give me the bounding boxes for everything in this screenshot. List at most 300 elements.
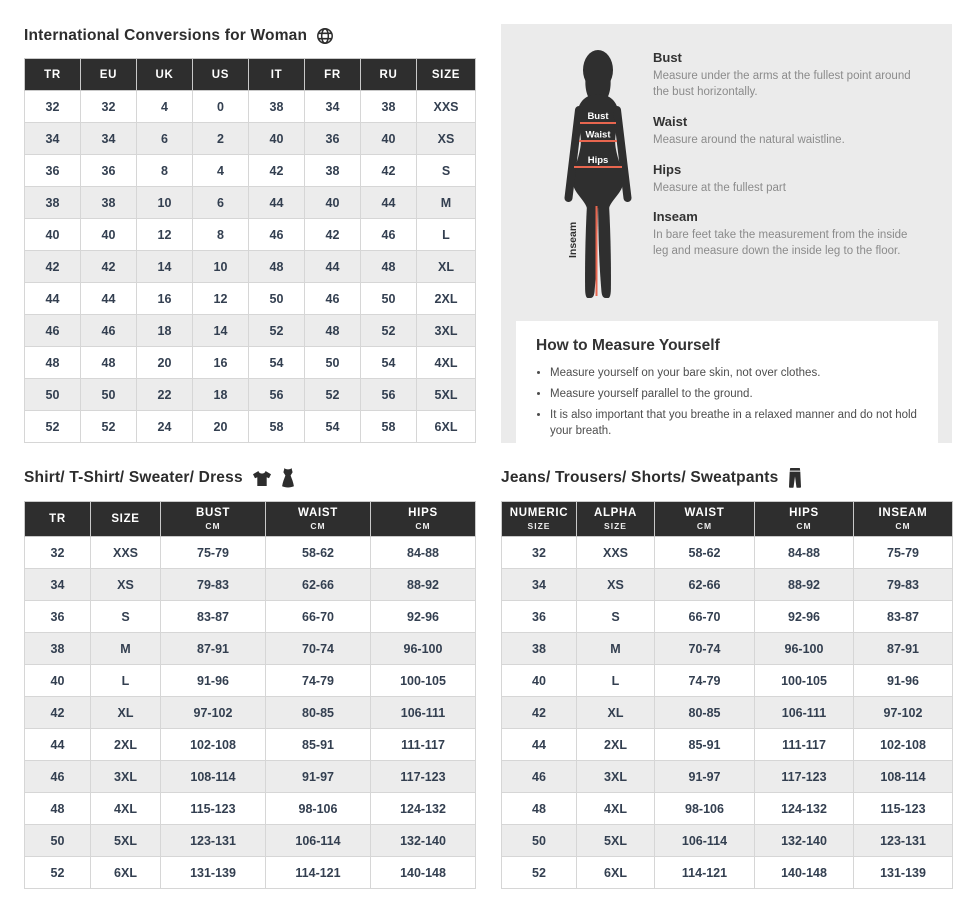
table-row: [502, 793, 953, 825]
table-cell: 54: [361, 347, 417, 379]
table-cell: 117-123: [755, 761, 854, 793]
table-row: [502, 761, 953, 793]
table-cell: 38: [81, 187, 137, 219]
international-conversions-section: [24, 24, 475, 443]
table-cell: 44: [249, 187, 305, 219]
globe-icon: [316, 27, 334, 45]
table-cell: 5XL: [417, 379, 476, 411]
table-cell: XXS: [91, 537, 161, 569]
table-cell: 102-108: [161, 729, 266, 761]
table-cell: 92-96: [371, 601, 476, 633]
jeans-table: [501, 501, 953, 889]
table-cell: 40: [81, 219, 137, 251]
table-row: [25, 187, 476, 219]
table-cell: 124-132: [371, 793, 476, 825]
table-cell: 88-92: [371, 569, 476, 601]
table-cell: 48: [502, 793, 577, 825]
table-cell: 50: [305, 347, 361, 379]
table-cell: L: [577, 665, 655, 697]
table-cell: 100-105: [371, 665, 476, 697]
table-cell: 108-114: [161, 761, 266, 793]
table-cell: 42: [249, 155, 305, 187]
table-cell: 12: [137, 219, 193, 251]
table-cell: 42: [502, 697, 577, 729]
table-cell: 140-148: [371, 857, 476, 889]
column-header: EU: [81, 59, 137, 91]
pants-icon: [788, 468, 802, 488]
table-cell: 124-132: [755, 793, 854, 825]
how-to-measure-box: [516, 321, 938, 457]
table-cell: 38: [361, 91, 417, 123]
table-cell: 42: [25, 697, 91, 729]
shirt-title: [24, 468, 475, 488]
table-cell: 44: [25, 283, 81, 315]
table-cell: 34: [502, 569, 577, 601]
table-cell: 44: [25, 729, 91, 761]
table-cell: 24: [137, 411, 193, 443]
table-cell: 106-111: [371, 697, 476, 729]
table-cell: 36: [25, 155, 81, 187]
column-header: US: [193, 59, 249, 91]
table-cell: 3XL: [91, 761, 161, 793]
table-cell: 46: [502, 761, 577, 793]
table-cell: 2XL: [577, 729, 655, 761]
table-row: [502, 665, 953, 697]
table-cell: 114-121: [266, 857, 371, 889]
table-cell: 32: [81, 91, 137, 123]
figure-label-inseam: Inseam: [567, 221, 579, 258]
table-cell: XL: [91, 697, 161, 729]
table-cell: 97-102: [854, 697, 953, 729]
table-cell: 44: [502, 729, 577, 761]
table-cell: 74-79: [655, 665, 755, 697]
table-cell: S: [417, 155, 476, 187]
jeans-size-section: [501, 465, 952, 889]
table-cell: 2XL: [91, 729, 161, 761]
table-cell: 102-108: [854, 729, 953, 761]
table-cell: 50: [25, 379, 81, 411]
table-cell: M: [91, 633, 161, 665]
bottom-row: [24, 465, 952, 889]
table-cell: 62-66: [266, 569, 371, 601]
table-cell: 3XL: [577, 761, 655, 793]
table-cell: 42: [81, 251, 137, 283]
table-cell: 50: [81, 379, 137, 411]
table-cell: 79-83: [161, 569, 266, 601]
table-cell: 8: [193, 219, 249, 251]
jeans-table-container: [501, 501, 952, 889]
table-cell: XL: [577, 697, 655, 729]
column-header: INSEAM CM: [854, 502, 953, 537]
table-cell: 111-117: [371, 729, 476, 761]
header-row: [25, 502, 476, 537]
column-header: ALPHA SIZE: [577, 502, 655, 537]
figure-label-hips: Hips: [587, 155, 609, 166]
table-cell: 38: [25, 187, 81, 219]
table-row: [25, 633, 476, 665]
table-cell: 16: [137, 283, 193, 315]
table-cell: 96-100: [371, 633, 476, 665]
table-cell: 4: [137, 91, 193, 123]
table-cell: 44: [81, 283, 137, 315]
table-row: [25, 251, 476, 283]
table-cell: 54: [249, 347, 305, 379]
table-row: [25, 219, 476, 251]
table-cell: 50: [361, 283, 417, 315]
table-cell: 44: [305, 251, 361, 283]
table-cell: 14: [137, 251, 193, 283]
table-row: [25, 411, 476, 443]
table-cell: 34: [25, 569, 91, 601]
table-cell: 48: [25, 793, 91, 825]
table-cell: 40: [249, 123, 305, 155]
header-row: [502, 502, 953, 537]
shirt-size-section: [24, 465, 475, 889]
column-header: BUST CM: [161, 502, 266, 537]
table-cell: 46: [249, 219, 305, 251]
table-cell: 32: [502, 537, 577, 569]
table-cell: 6XL: [91, 857, 161, 889]
table-cell: XL: [417, 251, 476, 283]
table-cell: 50: [25, 825, 91, 857]
table-cell: 117-123: [371, 761, 476, 793]
column-header: NUMERIC SIZE: [502, 502, 577, 537]
table-row: [25, 825, 476, 857]
table-row: [502, 537, 953, 569]
table-row: [25, 569, 476, 601]
table-cell: 22: [137, 379, 193, 411]
table-row: [25, 761, 476, 793]
table-cell: M: [577, 633, 655, 665]
table-cell: 4XL: [577, 793, 655, 825]
table-cell: 48: [81, 347, 137, 379]
table-row: [25, 537, 476, 569]
measure-instructions: [653, 24, 952, 311]
table-cell: 48: [249, 251, 305, 283]
table-cell: 75-79: [161, 537, 266, 569]
table-cell: 42: [25, 251, 81, 283]
table-cell: 46: [25, 761, 91, 793]
table-cell: 83-87: [854, 601, 953, 633]
table-cell: 46: [81, 315, 137, 347]
figure-label-bust: Bust: [587, 111, 609, 122]
table-cell: 2XL: [417, 283, 476, 315]
table-cell: 56: [249, 379, 305, 411]
column-header: WAIST CM: [655, 502, 755, 537]
table-cell: 84-88: [755, 537, 854, 569]
table-cell: 91-96: [854, 665, 953, 697]
table-cell: 79-83: [854, 569, 953, 601]
measure-section-text: Measure around the natural waistline.: [653, 133, 845, 146]
measure-section-text: In bare feet take the measurement from the inside leg and measure down the inside leg to the floor.: [653, 229, 908, 258]
table-cell: 52: [305, 379, 361, 411]
column-header: TR: [25, 59, 81, 91]
jeans-title-text: Jeans/ Trousers/ Shorts/ Sweatpants: [501, 469, 779, 486]
table-row: [25, 155, 476, 187]
table-cell: 83-87: [161, 601, 266, 633]
conversions: [24, 58, 476, 443]
table-cell: 36: [25, 601, 91, 633]
table-cell: 46: [25, 315, 81, 347]
column-header: IT: [249, 59, 305, 91]
table-cell: 6: [193, 187, 249, 219]
table-cell: 123-131: [854, 825, 953, 857]
table-row: [25, 793, 476, 825]
table-cell: 52: [361, 315, 417, 347]
table-cell: 52: [502, 857, 577, 889]
table-cell: 106-114: [266, 825, 371, 857]
table-cell: 38: [502, 633, 577, 665]
table-row: [502, 697, 953, 729]
table-row: [25, 347, 476, 379]
table-cell: 6XL: [417, 411, 476, 443]
table-cell: 131-139: [854, 857, 953, 889]
measure-section-title: Waist: [653, 113, 688, 129]
table-cell: 40: [25, 665, 91, 697]
column-header: WAIST CM: [266, 502, 371, 537]
table-cell: 70-74: [655, 633, 755, 665]
table-row: [25, 379, 476, 411]
woman-silhouette-figure: [543, 46, 653, 306]
shirt-title-text: Shirt/ T-Shirt/ Sweater/ Dress: [24, 469, 243, 486]
table-cell: 75-79: [854, 537, 953, 569]
table-cell: 52: [249, 315, 305, 347]
table-row: [502, 569, 953, 601]
conversions-title-text: International Conversions for Woman: [24, 27, 308, 44]
table-cell: 5XL: [577, 825, 655, 857]
table-row: [25, 315, 476, 347]
measure-section-text: Measure at the fullest part: [653, 181, 786, 194]
table-cell: 58: [361, 411, 417, 443]
column-header: RU: [361, 59, 417, 91]
table-cell: 91-96: [161, 665, 266, 697]
table-cell: 140-148: [755, 857, 854, 889]
table-cell: 0: [193, 91, 249, 123]
table-cell: L: [91, 665, 161, 697]
column-header: SIZE: [417, 59, 476, 91]
table-cell: 85-91: [655, 729, 755, 761]
measure-section-text: Measure under the arms at the fullest point around the bust horizontally.: [653, 70, 911, 98]
table-cell: 52: [81, 411, 137, 443]
table-row: [25, 857, 476, 889]
table-cell: 42: [361, 155, 417, 187]
table-cell: M: [417, 187, 476, 219]
measure-section: [653, 209, 922, 260]
table-cell: 88-92: [755, 569, 854, 601]
table-cell: 111-117: [755, 729, 854, 761]
table-cell: 10: [137, 187, 193, 219]
table-cell: 44: [361, 187, 417, 219]
table-cell: 58: [249, 411, 305, 443]
column-header: UK: [137, 59, 193, 91]
column-header: HIPS CM: [755, 502, 854, 537]
table-cell: 42: [305, 219, 361, 251]
table-cell: S: [91, 601, 161, 633]
how-to-bullet: • Measure yourself parallel to the ground.: [550, 386, 918, 402]
measure-section: [653, 162, 922, 197]
column-header: HIPS CM: [371, 502, 476, 537]
top-row: [24, 24, 952, 443]
measurement-guide-panel: [501, 24, 952, 443]
table-row: [25, 283, 476, 315]
table-cell: 46: [361, 219, 417, 251]
table-cell: 108-114: [854, 761, 953, 793]
measure-section: [653, 114, 922, 149]
table-cell: 20: [193, 411, 249, 443]
table-cell: 16: [193, 347, 249, 379]
table-cell: 92-96: [755, 601, 854, 633]
table-row: [25, 601, 476, 633]
table-cell: 98-106: [266, 793, 371, 825]
column-header: SIZE: [91, 502, 161, 537]
table-cell: 4XL: [417, 347, 476, 379]
table-row: [25, 729, 476, 761]
table-row: [502, 825, 953, 857]
header-row: [25, 59, 476, 91]
silhouette-body: [569, 50, 628, 298]
table-cell: 97-102: [161, 697, 266, 729]
figure-wrap: [501, 24, 653, 311]
table-cell: 84-88: [371, 537, 476, 569]
table-cell: 6XL: [577, 857, 655, 889]
table-cell: 106-114: [655, 825, 755, 857]
table-cell: 3XL: [417, 315, 476, 347]
table-cell: 132-140: [755, 825, 854, 857]
table-row: [502, 633, 953, 665]
table-row: [502, 729, 953, 761]
table-cell: 52: [25, 857, 91, 889]
how-to-bullet: • It is also important that you breathe in a relaxed manner and do not hold your breath.: [550, 407, 918, 439]
table-cell: XXS: [417, 91, 476, 123]
table-cell: 46: [305, 283, 361, 315]
table-cell: 115-123: [854, 793, 953, 825]
table-cell: 58-62: [266, 537, 371, 569]
shirt-table: [24, 501, 476, 889]
table-cell: 132-140: [371, 825, 476, 857]
conversions-table-container: [24, 58, 475, 443]
table-cell: 6: [137, 123, 193, 155]
table-cell: 80-85: [655, 697, 755, 729]
table-cell: 123-131: [161, 825, 266, 857]
how-to-measure-list: [536, 365, 918, 439]
table-row: [25, 697, 476, 729]
table-cell: 58-62: [655, 537, 755, 569]
table-cell: XXS: [577, 537, 655, 569]
measure-section-title: Inseam: [653, 209, 698, 225]
table-cell: 91-97: [266, 761, 371, 793]
table-cell: 38: [249, 91, 305, 123]
column-header: FR: [305, 59, 361, 91]
measure-section: [653, 50, 922, 101]
table-cell: 80-85: [266, 697, 371, 729]
table-cell: 96-100: [755, 633, 854, 665]
table-cell: 14: [193, 315, 249, 347]
table-cell: 74-79: [266, 665, 371, 697]
table-cell: 114-121: [655, 857, 755, 889]
how-to-measure-title: How to Measure Yourself: [536, 337, 720, 354]
table-cell: 50: [249, 283, 305, 315]
table-cell: 62-66: [655, 569, 755, 601]
table-row: [25, 91, 476, 123]
table-cell: 10: [193, 251, 249, 283]
table-cell: 115-123: [161, 793, 266, 825]
table-cell: 36: [502, 601, 577, 633]
table-cell: 34: [25, 123, 81, 155]
table-cell: 85-91: [266, 729, 371, 761]
table-cell: 98-106: [655, 793, 755, 825]
table-cell: 40: [361, 123, 417, 155]
jeans-title: [501, 468, 952, 488]
table-row: [25, 123, 476, 155]
table-cell: 34: [81, 123, 137, 155]
column-header: TR: [25, 502, 91, 537]
table-cell: XS: [577, 569, 655, 601]
table-cell: 91-97: [655, 761, 755, 793]
table-cell: 40: [25, 219, 81, 251]
table-cell: 50: [502, 825, 577, 857]
table-cell: 20: [137, 347, 193, 379]
table-cell: 52: [25, 411, 81, 443]
table-row: [502, 857, 953, 889]
table-cell: 87-91: [161, 633, 266, 665]
table-cell: S: [577, 601, 655, 633]
table-cell: 36: [81, 155, 137, 187]
table-cell: 32: [25, 537, 91, 569]
table-cell: 87-91: [854, 633, 953, 665]
how-to-bullet: • Measure yourself on your bare skin, not over clothes.: [550, 365, 918, 381]
shirt-table-container: [24, 501, 475, 889]
table-row: [25, 665, 476, 697]
table-cell: 48: [305, 315, 361, 347]
table-cell: 100-105: [755, 665, 854, 697]
panel-top: [501, 24, 952, 311]
table-cell: 2: [193, 123, 249, 155]
measure-section-title: Bust: [653, 50, 682, 65]
table-cell: 34: [305, 91, 361, 123]
table-cell: 38: [305, 155, 361, 187]
table-cell: 106-111: [755, 697, 854, 729]
measure-section-title: Hips: [653, 161, 682, 177]
table-cell: 40: [502, 665, 577, 697]
table-cell: 38: [25, 633, 91, 665]
table-cell: 36: [305, 123, 361, 155]
table-cell: 54: [305, 411, 361, 443]
table-cell: 12: [193, 283, 249, 315]
table-cell: 56: [361, 379, 417, 411]
table-cell: XS: [417, 123, 476, 155]
conversions-title: [24, 27, 475, 45]
tshirt-icon: [252, 470, 272, 487]
table-cell: 4: [193, 155, 249, 187]
table-cell: 4XL: [91, 793, 161, 825]
table-cell: 8: [137, 155, 193, 187]
table-cell: 32: [25, 91, 81, 123]
table-cell: 5XL: [91, 825, 161, 857]
table-cell: 66-70: [266, 601, 371, 633]
table-cell: 70-74: [266, 633, 371, 665]
table-cell: 48: [25, 347, 81, 379]
table-cell: XS: [91, 569, 161, 601]
table-cell: 66-70: [655, 601, 755, 633]
table-cell: 131-139: [161, 857, 266, 889]
table-cell: 18: [193, 379, 249, 411]
table-cell: 18: [137, 315, 193, 347]
table-cell: 48: [361, 251, 417, 283]
figure-label-waist: Waist: [585, 129, 611, 141]
table-cell: 40: [305, 187, 361, 219]
dress-icon: [281, 468, 295, 488]
table-row: [502, 601, 953, 633]
